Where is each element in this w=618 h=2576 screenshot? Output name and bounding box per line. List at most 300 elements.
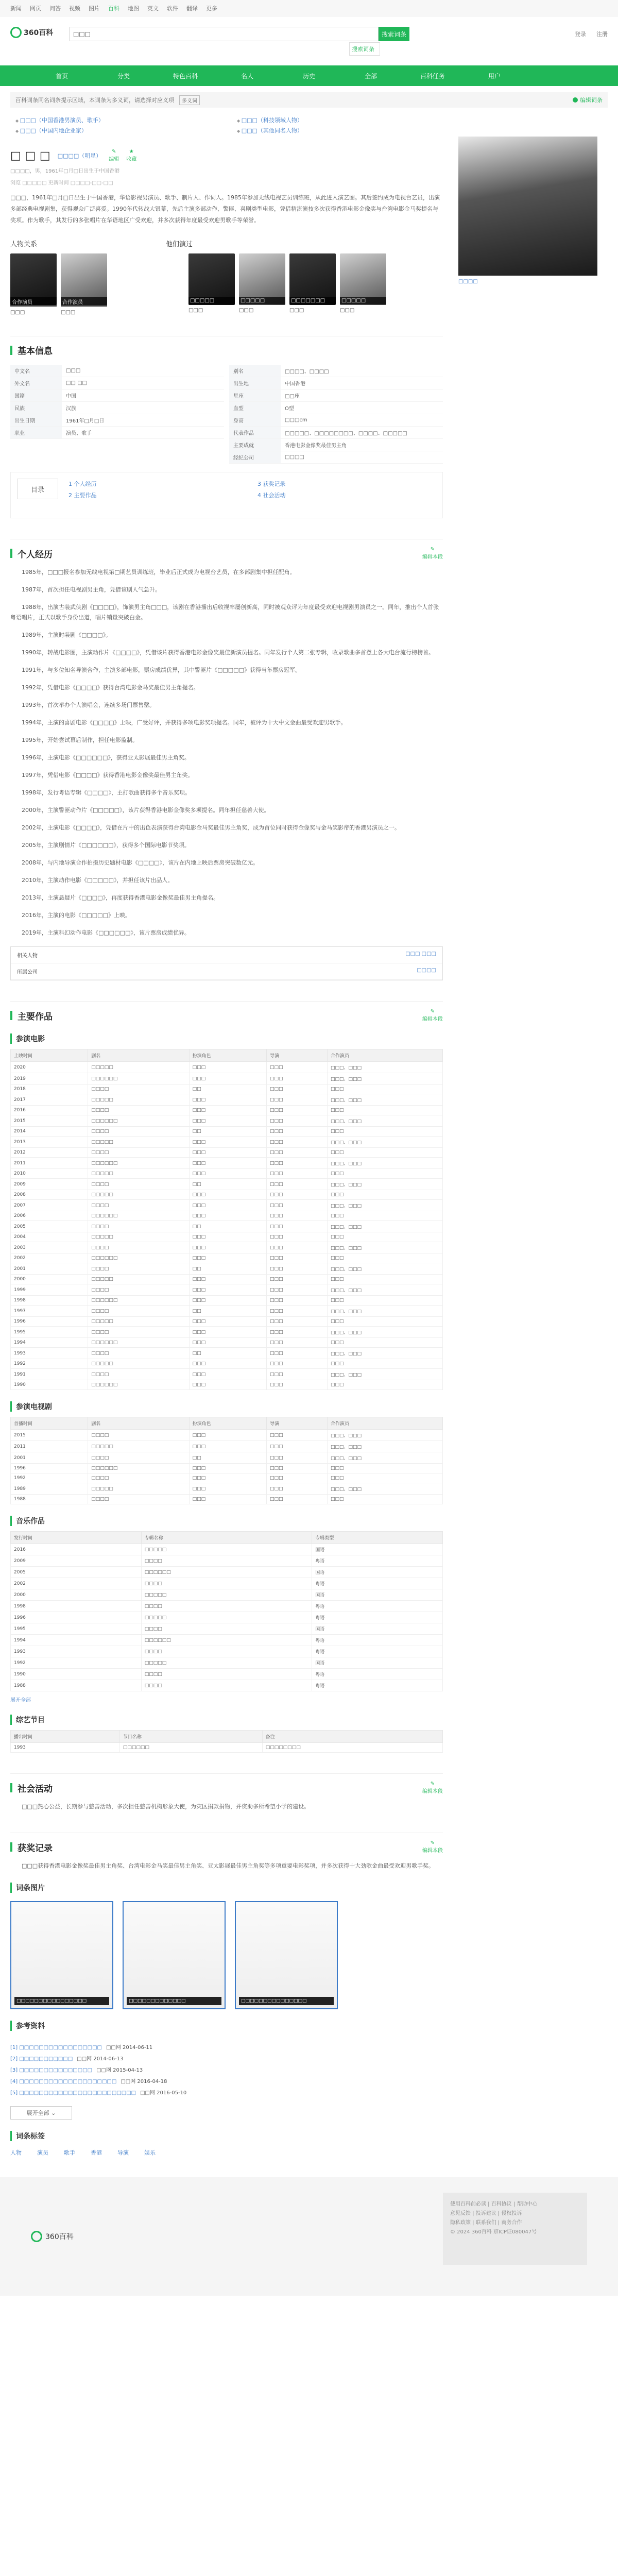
section-title: 主要作品 <box>18 1011 53 1022</box>
info-row <box>10 377 224 389</box>
table-cell[interactable]: □□□□□ <box>141 1589 312 1601</box>
table-cell: □□□、□□□ <box>328 1306 443 1317</box>
info-row <box>229 414 443 427</box>
table-header-row <box>11 1731 443 1743</box>
table-cell: 2019 <box>11 1073 88 1084</box>
paragraph: 2016年，主演的电影《□□□□□》上映。 <box>22 912 131 919</box>
table-cell[interactable]: □□□□□ <box>88 1169 189 1179</box>
shows-heading: 综艺节目 <box>10 1715 443 1725</box>
table-cell[interactable]: □□□□ <box>141 1578 312 1589</box>
table-cell: 2016 <box>11 1106 88 1115</box>
table-cell: □□□ <box>328 1473 443 1483</box>
reference-date: □□网 2016-04-18 <box>121 2079 167 2084</box>
table-cell: 2010 <box>11 1169 88 1179</box>
picture-card[interactable] <box>123 1901 226 2009</box>
reference-item <box>10 2076 443 2088</box>
polysemy-item[interactable]: ◆ □□□（中国内地企业家） <box>15 126 221 134</box>
main-nav-item[interactable]: 分类 <box>117 72 130 80</box>
table-row <box>11 1555 443 1567</box>
table-cell[interactable]: □□□□ <box>88 1263 189 1275</box>
toc-item[interactable]: 3 获奖记录 <box>258 481 286 487</box>
reference-item <box>10 2065 443 2076</box>
reference-link[interactable]: [5] □□□□□□□□□□□□□□□□□□□□□□□□ <box>10 2090 136 2096</box>
picture-card[interactable] <box>235 1901 338 2009</box>
info-value: □□ □□ <box>66 380 87 386</box>
table-row <box>11 1473 443 1483</box>
table-row <box>11 1646 443 1657</box>
table-cell[interactable]: □□□□□ <box>88 1483 189 1495</box>
main-nav-item[interactable]: 用户 <box>488 72 501 80</box>
main-nav-item[interactable]: 全部 <box>364 72 377 80</box>
table-cell: □□□ <box>266 1084 327 1094</box>
person-card[interactable] <box>61 253 107 315</box>
picture-caption: □□□□□□□□□□□□□ <box>127 1997 221 2005</box>
table-cell[interactable]: □□□□ <box>88 1327 189 1338</box>
top-nav-item[interactable]: 软件 <box>167 5 178 12</box>
site-logo[interactable]: 360百科 <box>10 27 70 38</box>
table-cell[interactable]: □□□□ <box>88 1430 189 1441</box>
table-cell[interactable]: □□□□ <box>141 1646 312 1657</box>
table-cell: □□□ <box>189 1473 266 1483</box>
tag-link[interactable]: 演员 <box>37 2149 48 2156</box>
info-key: 民族 <box>10 402 62 414</box>
table-cell: □□□ <box>189 1495 266 1504</box>
top-nav-item[interactable]: 更多 <box>206 5 217 12</box>
top-nav-item[interactable]: 视频 <box>69 5 80 12</box>
table-cell: □□□、□□□ <box>328 1284 443 1296</box>
table-cell[interactable]: □□□□ <box>88 1221 189 1232</box>
table-cell: □□□ <box>189 1380 266 1390</box>
table-row <box>11 1601 443 1612</box>
table-cell: □□□ <box>266 1169 327 1179</box>
entry-stats: 浏览 □□□□□ 更新时间 □□□□-□□-□□ <box>10 180 113 186</box>
top-nav-item[interactable]: 网页 <box>30 5 41 12</box>
table-row <box>11 1495 443 1504</box>
top-nav-item[interactable]: 百科 <box>108 5 119 12</box>
entry-title-row <box>10 149 443 162</box>
table-cell[interactable]: □□□□□ <box>88 1190 189 1200</box>
table-cell: 2009 <box>11 1555 142 1567</box>
table-header-cell: 上映时间 <box>11 1049 88 1062</box>
toc-item[interactable]: 2 主要作品 <box>68 492 97 499</box>
table-cell[interactable]: □□□□□□ <box>88 1158 189 1169</box>
table-cell[interactable]: □□□□ <box>141 1623 312 1635</box>
table-cell: □□□ <box>189 1190 266 1200</box>
table-cell: 2006 <box>11 1211 88 1221</box>
table-cell: 1995 <box>11 1327 88 1338</box>
table-cell: □□□ <box>266 1148 327 1158</box>
table-row <box>11 1669 443 1680</box>
main-nav-item[interactable]: 特色百科 <box>173 72 198 80</box>
collect-button[interactable]: ★ 收藏 <box>126 149 137 162</box>
info-value: 演员、歌手 <box>66 431 92 436</box>
table-cell: 2003 <box>11 1242 88 1253</box>
table-cell: 1995 <box>11 1623 142 1635</box>
table-cell: 2015 <box>11 1115 88 1127</box>
table-cell: 1994 <box>11 1338 88 1348</box>
info-row <box>229 427 443 439</box>
person-card[interactable] <box>340 253 386 315</box>
top-nav-item[interactable]: 图片 <box>89 5 100 12</box>
table-cell: □□□ <box>189 1296 266 1306</box>
table-cell[interactable]: □□□□□□ <box>88 1253 189 1263</box>
table-cell[interactable]: □□□□□□ <box>141 1567 312 1578</box>
table-header-cell: 导演 <box>266 1049 327 1062</box>
table-row <box>11 1567 443 1578</box>
table-cell: □□ <box>189 1127 266 1137</box>
table-cell: □□□ <box>266 1275 327 1284</box>
reference-link[interactable]: [2] □□□□□□□□□□□ <box>10 2056 73 2062</box>
footer-line: 意见反馈 | 投诉建议 | 侵权投诉 <box>450 2211 522 2216</box>
person-card[interactable] <box>188 253 235 315</box>
edit-section-button[interactable]: ✎ 编辑本段 <box>422 1009 443 1022</box>
table-cell[interactable]: □□□□ <box>88 1148 189 1158</box>
table-cell[interactable]: □□□□□ <box>88 1137 189 1148</box>
table-cell[interactable]: □□□□ <box>88 1242 189 1253</box>
search-button[interactable]: 搜索词条 <box>379 27 409 41</box>
expand-all-link[interactable]: 展开全部 <box>10 1698 31 1703</box>
table-row <box>11 1327 443 1338</box>
main-nav-item[interactable]: 历史 <box>302 72 315 80</box>
table-cell: 1990 <box>11 1380 88 1390</box>
info-key: 职业 <box>10 427 62 438</box>
edit-button[interactable]: ✎ 编辑 <box>109 149 119 162</box>
table-cell: □□□ <box>266 1137 327 1148</box>
table-cell: □□□、□□□ <box>328 1115 443 1127</box>
section-marker <box>10 1783 12 1792</box>
table-cell: 国语 <box>312 1544 443 1555</box>
table-cell: 1993 <box>11 1743 120 1753</box>
edit-section-button[interactable]: ✎ 编辑本段 <box>422 1781 443 1794</box>
table-cell: □□□ <box>266 1106 327 1115</box>
section-marker <box>10 1842 12 1852</box>
top-nav <box>0 0 618 16</box>
table-cell: □□□ <box>189 1369 266 1380</box>
table-cell[interactable]: □□□□□ <box>88 1094 189 1106</box>
table-cell: □□□ <box>328 1190 443 1200</box>
box-key: 相关人物 <box>17 953 38 959</box>
table-cell[interactable]: □□□□□□ <box>88 1115 189 1127</box>
person-name[interactable]: □□□ <box>10 310 25 315</box>
entry-subtitle[interactable]: □□□□（明星） <box>57 152 102 159</box>
register-link[interactable]: 注册 <box>596 31 608 38</box>
polysemy-item[interactable]: ◆ □□□（其他同名人物） <box>237 126 443 134</box>
footer-line: 隐私政策 | 联系我们 | 商务合作 <box>450 2220 522 2226</box>
person-name[interactable]: □□□ <box>340 308 355 313</box>
person-caption: □□□□□ <box>340 297 386 304</box>
table-header-cell: 首播时间 <box>11 1417 88 1430</box>
section-marker <box>10 346 12 355</box>
box-value[interactable]: □□□ □□□ <box>405 951 436 957</box>
table-cell[interactable]: □□□□□□ <box>88 1464 189 1473</box>
footer-logo[interactable]: 360百科 <box>31 2193 74 2280</box>
table-row <box>11 1441 443 1452</box>
login-link[interactable]: 登录 <box>575 31 586 38</box>
reference-link[interactable]: [3] □□□□□□□□□□□□□□□ <box>10 2067 93 2073</box>
info-key: 国籍 <box>10 389 62 401</box>
info-key: 血型 <box>229 402 281 414</box>
table-header-cell: 备注 <box>262 1731 442 1743</box>
person-name[interactable]: □□□ <box>289 308 304 313</box>
table-cell: □□□ <box>266 1253 327 1263</box>
table-cell[interactable]: □□□□ <box>141 1601 312 1612</box>
table-cell[interactable]: □□□□□□ <box>88 1338 189 1348</box>
main-content <box>10 108 443 2157</box>
top-nav-item[interactable]: 翻译 <box>186 5 198 12</box>
edit-section-button[interactable]: ✎ 编辑本段 <box>422 547 443 560</box>
search-suggestion[interactable]: 搜索词条 <box>349 42 380 56</box>
table-cell: □□□ <box>189 1275 266 1284</box>
section-marker <box>10 1011 12 1020</box>
table-cell: □□□、□□□ <box>328 1483 443 1495</box>
table-cell[interactable]: □□□□ <box>141 1669 312 1680</box>
table-cell[interactable]: □□□□□□ <box>88 1211 189 1221</box>
table-cell: 2018 <box>11 1084 88 1094</box>
tag-link[interactable]: 娱乐 <box>144 2149 156 2156</box>
table-row <box>11 1348 443 1359</box>
paragraph: 2019年，主演科幻动作电影《□□□□□□》，该片票房成绩优异。 <box>22 929 190 936</box>
person-card[interactable] <box>289 253 336 315</box>
picture-caption: □□□□□□□□□□□□□□□ <box>239 1997 334 2005</box>
table-cell[interactable]: □□□□ <box>88 1127 189 1137</box>
table-cell: □□□ <box>189 1359 266 1369</box>
related-row <box>10 253 443 315</box>
table-cell: □□□ <box>328 1275 443 1284</box>
info-value: □□□□□、□□□□□□□□、□□□□、□□□□□ <box>285 431 407 436</box>
paragraph: 1988年，出演古装武侠剧《□□□□》，饰演男主角□□□，该剧在香港播出后收视率屡创新高，同时被观众评为年度最受欢迎电视剧男演员之一。同年，推出个人首张粤语唱片，正式以歌手身份出道，唱片销量突破白金。 <box>10 604 439 621</box>
toc-item[interactable]: 1 个人经历 <box>68 481 97 487</box>
table-cell[interactable]: □□□□ <box>88 1452 189 1464</box>
top-nav-item[interactable]: 问答 <box>49 5 61 12</box>
table-cell[interactable]: □□□□ <box>141 1680 312 1691</box>
table-cell: □□□、□□□ <box>328 1094 443 1106</box>
table-cell[interactable]: □□□□ <box>88 1084 189 1094</box>
table-cell[interactable]: □□□□□ <box>88 1317 189 1327</box>
paragraph: 1997年，凭借电影《□□□□》获得香港电影金像奖最佳男主角奖。 <box>22 772 194 778</box>
table-row <box>11 1635 443 1646</box>
search-input[interactable]: □□□ <box>70 27 379 41</box>
tv-heading: 参演电视剧 <box>10 1401 443 1412</box>
person-caption: □□□□□ <box>239 297 285 304</box>
person-name[interactable]: □□□ <box>61 310 76 315</box>
person-name[interactable]: □□□ <box>188 308 203 313</box>
table-cell[interactable]: □□□□ <box>88 1106 189 1115</box>
table-cell: □□□、□□□ <box>328 1348 443 1359</box>
reference-item <box>10 2042 443 2054</box>
edit-icon <box>573 97 578 103</box>
table-cell[interactable]: □□□□□□ <box>88 1296 189 1306</box>
polysemy-item[interactable]: ◆ □□□（科技领域人物） <box>237 116 443 124</box>
info-key: 星座 <box>229 389 281 401</box>
table-row <box>11 1106 443 1115</box>
info-key: 外文名 <box>10 377 62 389</box>
table-cell: □□□ <box>266 1284 327 1296</box>
paragraph: 1998年，发行粤语专辑《□□□□》，主打歌曲获得多个音乐奖项。 <box>22 789 191 796</box>
table-cell[interactable]: □□□□□□ <box>119 1743 262 1753</box>
table-cell: 2011 <box>11 1441 88 1452</box>
table-cell[interactable]: □□□□□□ <box>141 1635 312 1646</box>
entry-photo-caption[interactable]: □□□□ <box>458 279 478 284</box>
table-row <box>11 1317 443 1327</box>
chevron-down-icon: ⌄ <box>51 2109 56 2116</box>
pencil-icon: ✎ <box>430 1009 435 1014</box>
paragraph: □□□获得香港电影金像奖最佳男主角奖、台湾电影金马奖最佳男主角奖、亚太影展最佳男主角奖等多项重要电影奖项，并多次获得十大劲歌金曲最受欢迎男歌手奖。 <box>22 1862 435 1869</box>
table-row <box>11 1275 443 1284</box>
table-cell[interactable]: □□□□□ <box>88 1232 189 1242</box>
table-cell[interactable]: □□□□□□ <box>88 1073 189 1084</box>
section-marker <box>10 549 12 558</box>
logo-icon <box>31 2231 42 2242</box>
reference-date: □□网 2015-04-13 <box>96 2067 143 2073</box>
table-row <box>11 1452 443 1464</box>
table-cell[interactable]: □□□□□□ <box>88 1380 189 1390</box>
footer-line: 使用百科前必读 | 百科协议 | 帮助中心 <box>450 2201 538 2207</box>
table-cell: □□□ <box>266 1441 327 1452</box>
toc-item[interactable]: 4 社会活动 <box>258 492 286 499</box>
table-cell: 1989 <box>11 1483 88 1495</box>
section-title: 基本信息 <box>18 346 53 357</box>
table-cell: □□□ <box>266 1127 327 1137</box>
tag-link[interactable]: 香港 <box>91 2149 102 2156</box>
refs-expand-button[interactable]: 展开全部 ⌄ <box>10 2106 72 2120</box>
table-cell[interactable]: □□□□□ <box>141 1544 312 1555</box>
tag-link[interactable]: 导演 <box>117 2149 129 2156</box>
info-row <box>10 365 224 377</box>
info-row <box>229 402 443 414</box>
table-row <box>11 1127 443 1137</box>
table-cell[interactable]: □□□□ <box>88 1179 189 1190</box>
related-headings <box>10 239 443 248</box>
table-cell: 粤语 <box>312 1646 443 1657</box>
paragraph: □□□热心公益，长期参与慈善活动，多次担任慈善机构形象大使，为灾区捐款捐物，并资助多所希望小学的建设。 <box>22 1803 310 1810</box>
info-key: 出生地 <box>229 377 281 389</box>
table-cell: 粤语 <box>312 1578 443 1589</box>
paragraph: 1989年，主演时装剧《□□□□》。 <box>22 632 112 638</box>
table-cell: 1996 <box>11 1464 88 1473</box>
table-cell: □□□ <box>189 1327 266 1338</box>
table-cell[interactable]: □□□□ <box>88 1200 189 1211</box>
table-row <box>11 1200 443 1211</box>
table-cell: □□□、□□□ <box>328 1062 443 1073</box>
main-nav-item[interactable]: 百科任务 <box>420 72 445 80</box>
paragraph: 1990年，转战电影圈，主演动作片《□□□□》，凭借该片获得香港电影金像奖最佳新演员提名。同年发行个人第二张专辑，收录歌曲多首登上各大电台流行榜榜首。 <box>22 649 435 656</box>
table-cell: □□□、□□□ <box>328 1441 443 1452</box>
tag-link[interactable]: 歌手 <box>64 2149 75 2156</box>
info-value: 中国 <box>66 394 76 399</box>
table-cell: □□□ <box>189 1062 266 1073</box>
table-cell: 粤语 <box>312 1555 443 1567</box>
table-header-cell: 合作演员 <box>328 1049 443 1062</box>
table-cell: □□□ <box>266 1338 327 1348</box>
pictures-row <box>10 1901 443 2009</box>
section-basic-info <box>10 336 443 357</box>
table-cell[interactable]: □□□□ <box>141 1555 312 1567</box>
picture-card[interactable] <box>10 1901 113 2009</box>
paragraph: 1987年，首次担任电视剧男主角，凭借该剧人气急升。 <box>22 586 161 593</box>
person-name[interactable]: □□□ <box>239 308 254 313</box>
table-cell: 国语 <box>312 1657 443 1669</box>
table-cell[interactable]: □□□□□ <box>141 1657 312 1669</box>
films-table <box>10 1049 443 1390</box>
table-row <box>11 1094 443 1106</box>
table-cell[interactable]: □□□□□ <box>141 1612 312 1623</box>
edit-entry-link[interactable]: 编辑词条 <box>573 96 603 104</box>
polysemy-item[interactable]: ◆ □□□（中国香港男演员、歌手） <box>15 116 221 124</box>
table-row <box>11 1137 443 1148</box>
table-cell[interactable]: □□□□□ <box>88 1275 189 1284</box>
table-cell[interactable]: □□□□□ <box>88 1062 189 1073</box>
table-cell: 1993 <box>11 1646 142 1657</box>
table-cell: □□□ <box>189 1232 266 1242</box>
box-value[interactable]: □□□□ <box>417 968 436 973</box>
table-cell[interactable]: □□□□□ <box>88 1441 189 1452</box>
paragraph: 2013年，主演悬疑片《□□□□》，再度获得香港电影金像奖最佳男主角提名。 <box>22 894 219 901</box>
table-cell[interactable]: □□□□ <box>88 1348 189 1359</box>
info-value: 香港电影金像奖最佳男主角 <box>285 443 347 449</box>
table-cell: 粤语 <box>312 1601 443 1612</box>
info-row <box>229 377 443 389</box>
table-header-cell: 扮演角色 <box>189 1417 266 1430</box>
table-cell: □□□ <box>189 1200 266 1211</box>
table-row <box>11 1623 443 1635</box>
edit-section-button[interactable]: ✎ 编辑本段 <box>422 1840 443 1854</box>
paragraph: 2010年，主演动作电影《□□□□□》，并担任该片出品人。 <box>22 877 174 884</box>
info-value: □□□□ <box>285 454 304 460</box>
table-cell: 2001 <box>11 1263 88 1275</box>
person-caption: 合作演员 <box>61 297 107 307</box>
table-cell: □□□ <box>328 1084 443 1094</box>
table-row <box>11 1612 443 1623</box>
main-nav-item[interactable]: 首页 <box>55 72 68 80</box>
person-card[interactable] <box>10 253 57 315</box>
table-cell: □□ <box>189 1263 266 1275</box>
table-header-cell: 播出时间 <box>11 1731 120 1743</box>
table-cell: □□□ <box>266 1369 327 1380</box>
table-row <box>11 1115 443 1127</box>
table-header-row <box>11 1049 443 1062</box>
table-cell[interactable]: □□□□ <box>88 1284 189 1296</box>
main-nav-item[interactable]: 名人 <box>241 72 253 80</box>
entry-meta: □□□□，男，1961年□月□日出生于中国香港 <box>10 168 120 174</box>
table-row <box>11 1263 443 1275</box>
reference-link[interactable]: [1] □□□□□□□□□□□□□□□□□ <box>10 2045 102 2050</box>
person-card[interactable] <box>239 253 285 315</box>
footer-line: © 2024 360百科 京ICP证080047号 <box>450 2229 537 2235</box>
table-header-row <box>11 1417 443 1430</box>
entry-photo[interactable] <box>458 137 597 276</box>
box-key: 所属公司 <box>17 970 38 975</box>
top-nav-item[interactable]: 新闻 <box>10 5 22 12</box>
tag-link[interactable]: 人物 <box>10 2149 22 2156</box>
table-cell[interactable]: □□□□ <box>88 1495 189 1504</box>
table-cell[interactable]: □□□□ <box>88 1306 189 1317</box>
table-cell: 1988 <box>11 1495 88 1504</box>
table-cell[interactable]: □□□□ <box>88 1473 189 1483</box>
table-cell: 粤语 <box>312 1612 443 1623</box>
table-cell: 2002 <box>11 1253 88 1263</box>
table-cell: 国语 <box>312 1623 443 1635</box>
polysemy-list <box>10 116 443 134</box>
main-nav <box>0 65 618 86</box>
table-cell[interactable]: □□□□ <box>88 1369 189 1380</box>
table-cell: 2001 <box>11 1452 88 1464</box>
top-nav-item[interactable]: 英文 <box>147 5 159 12</box>
info-value: 中国香港 <box>285 381 305 387</box>
table-cell[interactable]: □□□□□ <box>88 1359 189 1369</box>
info-row <box>10 402 224 414</box>
top-nav-item[interactable]: 地图 <box>128 5 139 12</box>
reference-link[interactable]: [4] □□□□□□□□□□□□□□□□□□□□ <box>10 2079 117 2084</box>
